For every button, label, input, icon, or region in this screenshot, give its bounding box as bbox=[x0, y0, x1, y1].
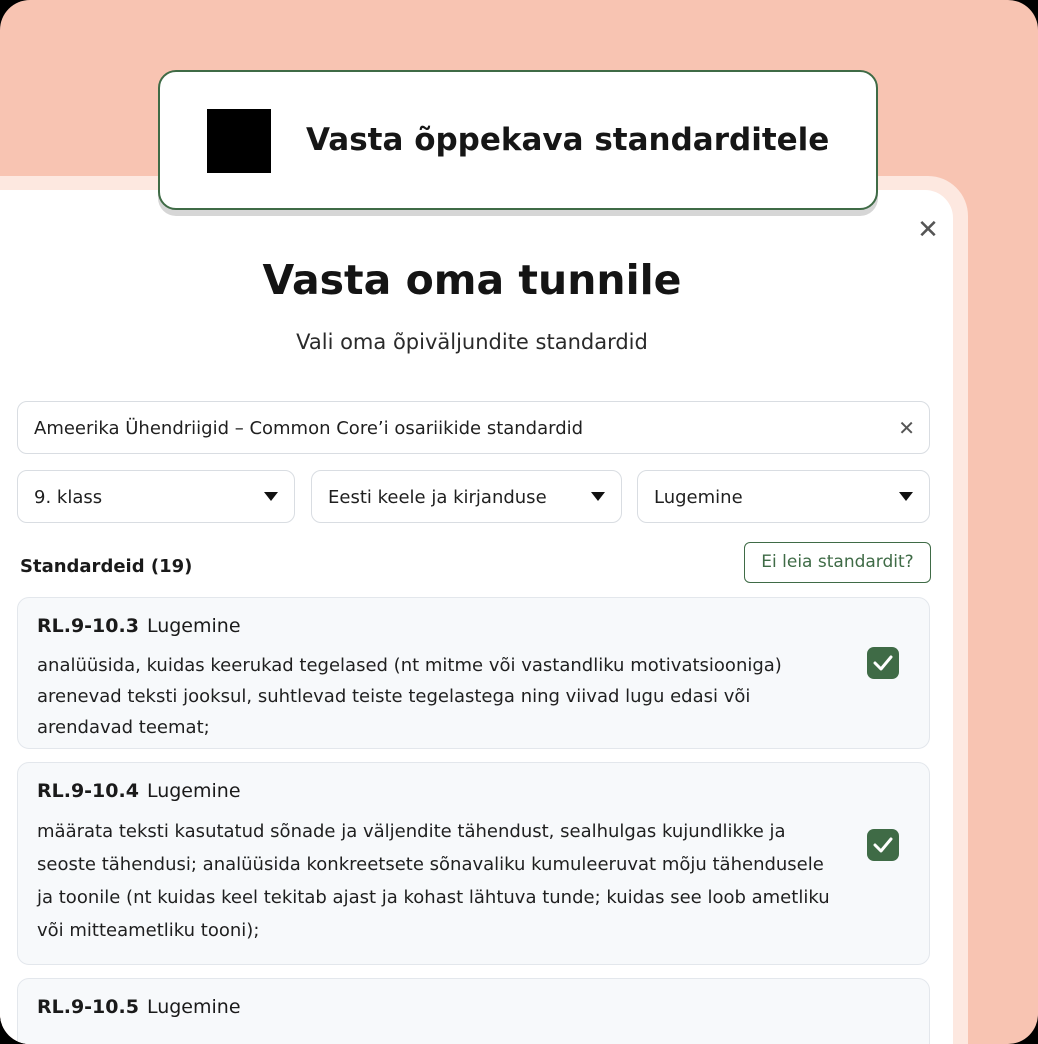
modal-title: Vasta oma tunnile bbox=[262, 256, 682, 304]
subject-select[interactable] bbox=[311, 470, 622, 523]
caret-down-icon bbox=[591, 492, 605, 501]
standard-code bbox=[37, 615, 241, 637]
standard-description: määrata teksti kasutatud sõnade ja väljendite tähendust, sealhulgas kujundlikke ja seoste tähendusi; analüüsida konkreetsete sõnavaliku kumuleeruvat mõju tähendusele ja toonile (nt kuidas keel tekitab ajast ja kohast lähtuva tunde; kuidas see loob ametliku või mitteametliku tooni); bbox=[37, 821, 830, 941]
clear-icon[interactable]: ✕ bbox=[898, 416, 915, 440]
standard-description: analüüsida, kuidas keerukad tegelased (nt mitme või vastandliku motivatsiooniga) arenevad teksti jooksul, suhtlevad teiste tegelastega ning viivad lugu edasi või arendavad teemat; bbox=[37, 655, 782, 738]
banner-logo bbox=[207, 109, 271, 173]
strand-select[interactable] bbox=[637, 470, 930, 523]
standard-strand: Lugemine bbox=[146, 615, 241, 637]
subject-value: Eesti keele ja kirjanduse bbox=[328, 487, 547, 508]
standard-code-text: RL.9-10.4 bbox=[37, 780, 139, 802]
caret-down-icon bbox=[264, 492, 278, 501]
standard-card[interactable] bbox=[17, 762, 930, 965]
caret-down-icon bbox=[899, 492, 913, 501]
framework-value: Ameerika Ühendriigid – Common Core’i osariikide standardid bbox=[34, 418, 584, 439]
banner bbox=[158, 70, 878, 210]
standards-count: Standardeid (19) bbox=[20, 556, 193, 577]
modal-subtitle: Vali oma õpiväljundite standardid bbox=[296, 330, 648, 354]
close-icon[interactable]: ✕ bbox=[917, 215, 939, 245]
strand-value: Lugemine bbox=[654, 487, 743, 508]
grade-select[interactable] bbox=[17, 470, 295, 523]
checkbox-checked-icon[interactable] bbox=[867, 829, 899, 861]
standard-code bbox=[37, 996, 241, 1018]
standard-code-text: RL.9-10.5 bbox=[37, 996, 139, 1018]
standard-strand: Lugemine bbox=[146, 780, 241, 802]
grade-value: 9. klass bbox=[34, 487, 103, 508]
banner-title: Vasta õppekava standarditele bbox=[306, 122, 830, 158]
standard-card[interactable] bbox=[17, 978, 930, 1044]
framework-select[interactable] bbox=[17, 401, 930, 454]
standard-code-text: RL.9-10.3 bbox=[37, 615, 139, 637]
standard-code bbox=[37, 780, 241, 802]
cant-find-button[interactable]: Ei leia standardit? bbox=[744, 542, 931, 583]
standard-strand: Lugemine bbox=[146, 996, 241, 1018]
standard-card[interactable] bbox=[17, 597, 930, 749]
checkbox-checked-icon[interactable] bbox=[867, 647, 899, 679]
